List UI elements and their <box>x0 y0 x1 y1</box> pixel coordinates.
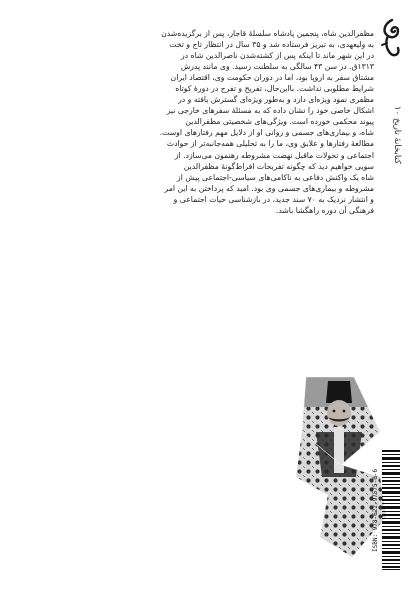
publisher-logo-icon <box>376 18 406 58</box>
blurb-line: و انتشار نزدیک به ۷۰ سند جدید، در بازشناسی حیات اجتماعی و <box>173 194 374 204</box>
blurb-line: شرایط مطلوبی نداشت. بااین‌حال، تفریح و تفرج در دورهٔ کوتاه <box>175 84 374 94</box>
blurb-line: مشروطه و بیماری‌های جسمی وی بود. امید که پرداختن به این امر <box>164 183 374 193</box>
isbn-text: ISBN: 978-622-97575-0-6 <box>372 468 379 552</box>
blurb-line: مظفری نمود ویژه‌ای دارد و به‌طور ویژه‌ای گسترش یافته و در <box>178 95 374 105</box>
barcode <box>382 450 400 570</box>
blurb-line: ۱۳۱۳ق. در سن ۴۳ سالگی به سلطنت رسید. وی مانند پدرش <box>180 62 374 72</box>
blurb-line: مطالعهٔ رفتارها و علایق وی، ما را به تحلیلی همه‌جانبه‌تر از حوادث <box>166 139 374 149</box>
blurb-line: مشتاق سفر به اروپا بود، اما در دوران حکومت وی، اقتصاد ایران <box>170 73 374 83</box>
blurb-line: اجتماعی و تحولات ماقبل نهضت مشروطه رهنمون می‌سازد. از <box>174 150 374 160</box>
blurb-line: به ولیعهدی، به تبریز فرستاده شد و ۳۵ سال در انتظار تاج و تخت <box>169 40 374 50</box>
blurb-text <box>56 28 374 216</box>
blurb-line: شاه یک واکنش دفاعی به ناکامی‌های سیاسی-اجتماعی پیش از <box>177 172 374 182</box>
blurb-line: سویی خواهیم دید که چگونه تفریحات افراط‌گونهٔ مظفرالدین <box>183 161 374 171</box>
blurb-line: پیوند محکمی خورده است. ویژگی‌های شخصیتی مظفرالدین <box>185 117 374 127</box>
blurb-line: مظفرالدین شاه، پنجمین پادشاه سلسلهٔ قاجار، پس از برگزیده‌شدن <box>161 29 374 38</box>
blurb-line: در این شهر ماند تا اینکه پس از کشته‌شدن ناصرالدین شاه در <box>180 51 374 61</box>
blurb-line: اشکال خاصی خود را نشان داده که به مسئلهٔ سفرهای خارجی نیز <box>166 106 374 116</box>
blurb-line: فرهنگی آن دوره راهگشا باشد. <box>275 205 374 215</box>
series-label: کتابخانهٔ تاریخ ۱۰ <box>392 105 402 165</box>
blurb-line: شاه، و بیماری‌های جسمی و روانی او از دلایل مهم رفتارهای اوست. <box>159 128 374 138</box>
